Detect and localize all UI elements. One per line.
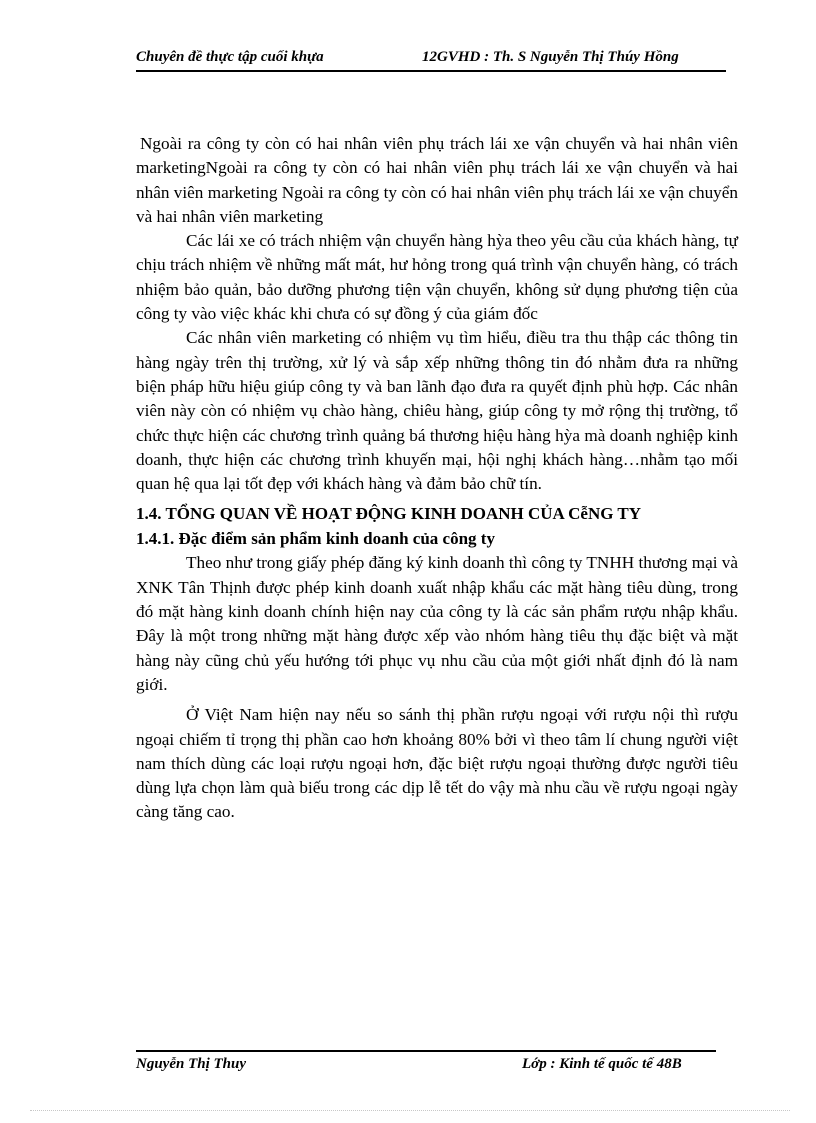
footer-divider <box>136 1050 716 1052</box>
header-title: Chuyên đề thực tập cuối khựa <box>136 49 324 65</box>
page-header <box>136 48 726 72</box>
page-margin-line <box>30 1110 790 1111</box>
header-advisor: 12GVHD : Th. S Nguyễn Thị Thúy Hồng <box>422 49 679 65</box>
footer-author: Nguyễn Thị Thuy <box>136 1056 247 1072</box>
paragraph-marketing: Các nhân viên marketing có nhiệm vụ tìm hiểu, điều tra thu thập các thông tin hàng ngày trên thị trường, xử lý và sắp xếp những thông tin đó nhằm đưa ra những biện pháp hữu hiệu giúp công ty và ban lãnh đạo đưa ra quyết định phù hợp. Các nhân viên này còn có nhiệm vụ chào hàng, chiêu hàng, giúp công ty mở rộng thị trường, tổ chức thực hiện các chương trình quảng bá thương hiệu hàng hỳa mà doanh nghiệp kinh doanh, thực hiện các chương trình khuyến mại, hội nghị khách hàng…nhằm tạo mối quan hệ qua lại tốt đẹp với khách hàng và đảm bảo chữ tín. <box>136 328 738 494</box>
paragraph-staff: Ngoài ra công ty còn có hai nhân viên phụ trách lái xe vận chuyển và hai nhân viên marketingNgoài ra công ty còn có hai nhân viên phụ trách lái xe vận chuyển và hai nhân viên marketing Ngoài ra công ty còn có hai nhân viên phụ trách lái xe vận chuyển và hai nhân viên marketing <box>136 134 738 226</box>
section-heading: 1.4. TỔNG QUAN VỀ HOẠT ĐỘNG KINH DOANH CỦA CễNG TY <box>136 504 642 524</box>
page-body <box>136 132 738 825</box>
paragraph-drivers: Các lái xe có trách nhiệm vận chuyển hàng hỳa theo yêu cầu của khách hàng, tự chịu trách nhiệm về những mất mát, hư hỏng trong quá trình vận chuyển hàng, có trách nhiệm bảo quản, bảo dưỡng phương tiện vận chuyển, không sử dụng phương tiện của công ty vào việc khác khi chưa có sự đồng ý của giám đốc <box>136 231 738 324</box>
paragraph-market-share: Ở Việt Nam hiện nay nếu so sánh thị phần rượu ngoại với rượu nội thì rượu ngoại chiếm tỉ trọng thị phần cao hơn khoảng 80% bởi vì theo tâm lí chung người việt nam thích dùng các loại rượu ngoại hơn, đặc biệt rượu ngoại thường được người tiêu dùng lựa chọn làm quà biếu trong các dịp lễ tết do vậy mà nhu cầu về rượu ngoại ngày càng tăng cao. <box>136 705 738 822</box>
paragraph-products: Theo như trong giấy phép đăng ký kinh doanh thì công ty TNHH thương mại và XNK Tân Thịnh được phép kinh doanh xuất nhập khẩu các mặt hàng tiêu dùng, trong đó mặt hàng kinh doanh chính hiện nay của công ty là các sản phẩm rượu nhập khẩu. Đây là một trong những mặt hàng được xếp vào nhóm hàng tiêu thụ đặc biệt và mặt hàng này cũng chủ yếu hướng tới phục vụ nhu cầu của một giới nhất định đó là nam giới. <box>136 553 739 694</box>
subsection-heading: 1.4.1. Đặc điểm sản phẩm kinh doanh của công ty <box>136 528 495 548</box>
footer-class: Lớp : Kinh tế quốc tế 48B <box>522 1056 682 1072</box>
